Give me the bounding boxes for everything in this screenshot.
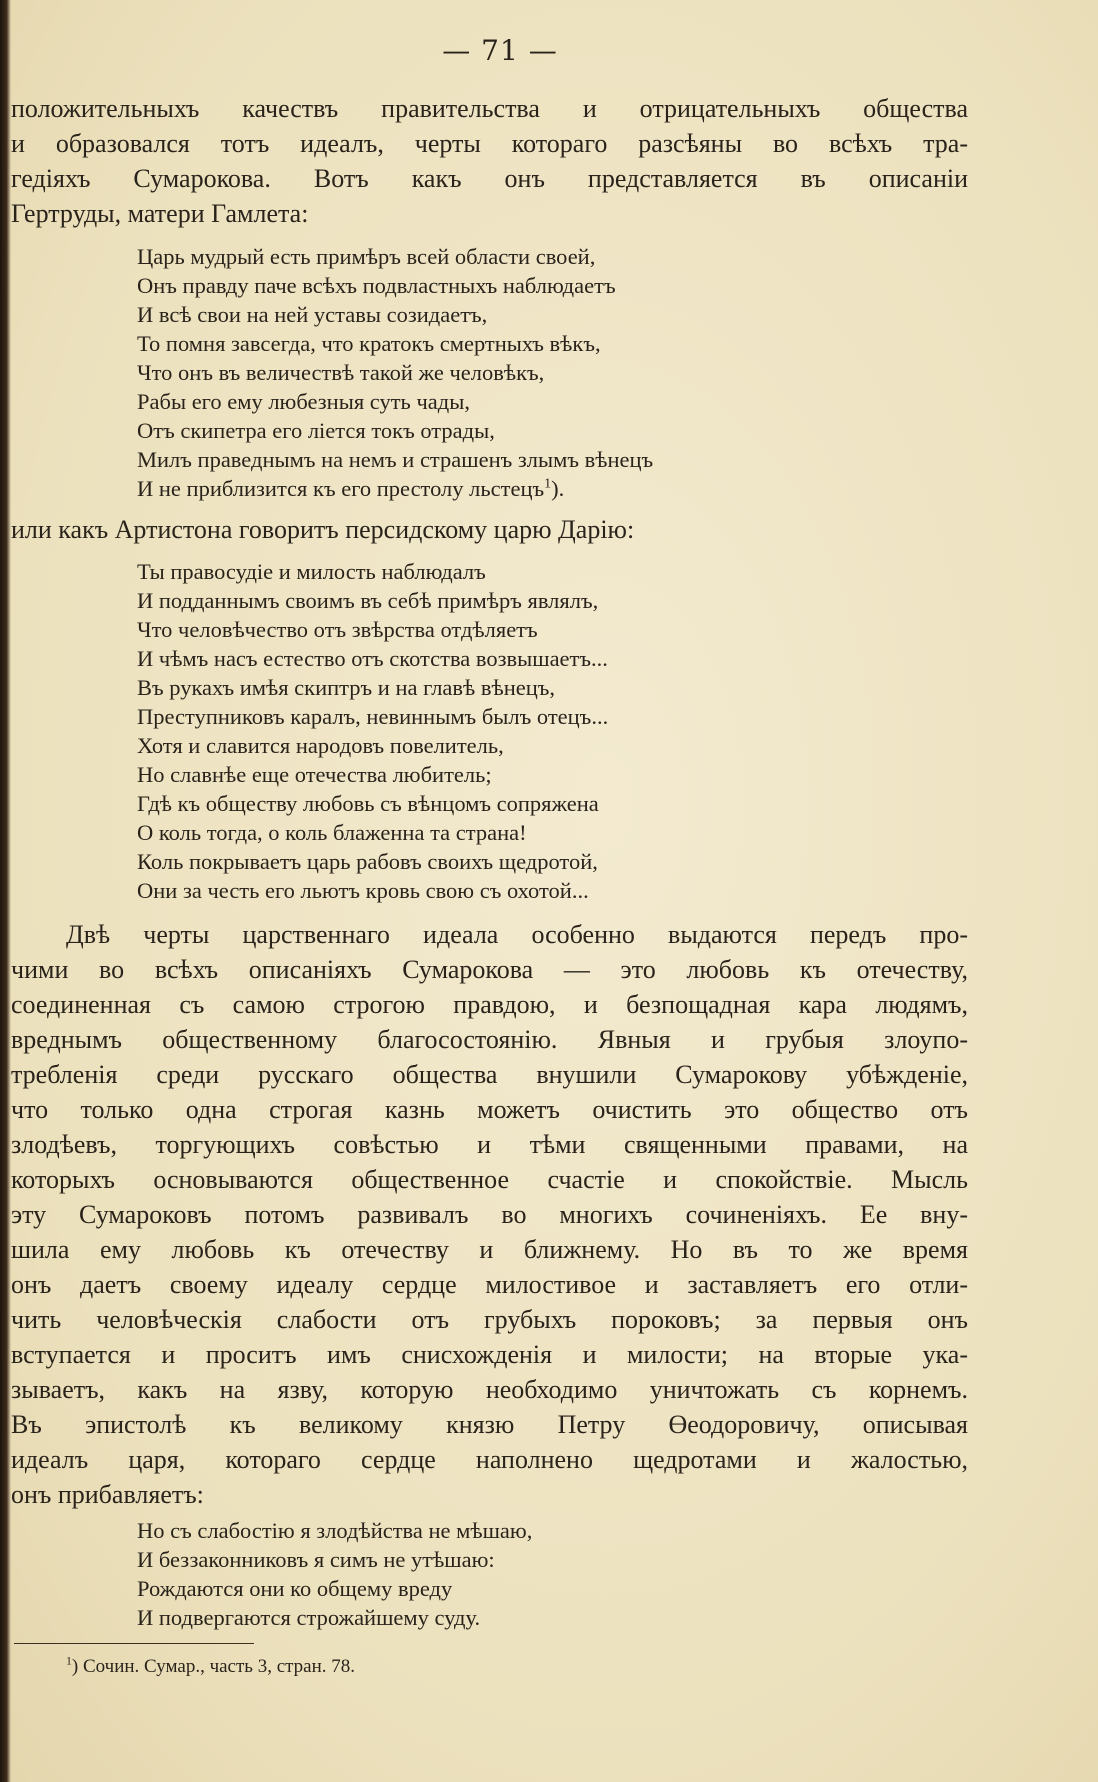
text-line: чить человѣческія слабости отъ грубыхъ пороковъ; за первыя онъ: [11, 1305, 968, 1334]
verse-line: Рождаются они ко общему вреду: [137, 1576, 453, 1601]
footnote-marker: 1: [66, 1654, 72, 1668]
text-line: идеалъ царя, котораго сердце наполнено щедротами и жалостью,: [11, 1445, 968, 1474]
verse-line: Въ рукахъ имѣя скиптръ и на главѣ вѣнецъ,: [137, 675, 556, 700]
verse-line: И подданнымъ своимъ въ себѣ примѣръ являлъ,: [137, 588, 599, 613]
verse-line: И подвергаются строжайшему суду.: [137, 1605, 481, 1630]
text-line: онъ даетъ своему идеалу сердце милостивое и заставляетъ его отли-: [11, 1270, 968, 1299]
text-line: чими во всѣхъ описаніяхъ Сумарокова — это любовь къ отечеству,: [11, 955, 968, 984]
text-line: шила ему любовь къ отечеству и ближнему. Но въ то же время: [11, 1235, 968, 1264]
footnote-reference: 1: [544, 476, 552, 492]
verse-line: И чѣмъ насъ естество отъ скотства возвышаетъ...: [137, 646, 608, 671]
verse-line: Хотя и славится народовъ повелитель,: [137, 733, 504, 758]
verse-text: И не приблизится къ его престолу льстецъ: [137, 476, 545, 501]
page-number: — 71 —: [442, 34, 558, 67]
verse-line: И беззаконниковъ я симъ не утѣшаю:: [137, 1547, 495, 1572]
text-line: гедіяхъ Сумарокова. Вотъ какъ онъ представляется въ описаніи: [11, 164, 968, 193]
verse-line: [137, 476, 564, 502]
text-line: зываетъ, какъ на язву, которую необходимо уничтожать съ корнемъ.: [11, 1375, 968, 1404]
verse-line: И всѣ свои на ней уставы созидаетъ,: [137, 302, 488, 327]
verse-line: Отъ скипетра его лiется токъ отрады,: [137, 418, 495, 443]
text-line: положительныхъ качествъ правительства и отрицательныхъ общества: [11, 94, 968, 123]
verse-line: Царь мудрый есть примѣръ всей области своей,: [137, 244, 596, 269]
verse-tail: ).: [551, 476, 565, 501]
verse-line: О коль тогда, о коль блаженна та страна!: [137, 820, 527, 845]
verse-line: Но славнѣе еще отечества любитель;: [137, 762, 492, 787]
footnote: [66, 1656, 355, 1678]
verse-line: Что онъ въ величествѣ такой же человѣкъ,: [137, 360, 545, 385]
verse-line: Коль покрываетъ царь рабовъ своихъ щедротой,: [137, 849, 598, 874]
verse-line: Онъ правду паче всѣхъ подвластныхъ наблюдаетъ: [137, 273, 616, 298]
verse-line: Преступниковъ каралъ, невиннымъ былъ отецъ...: [137, 704, 609, 729]
footnote-text: ) Сочин. Сумар., часть 3, стран. 78.: [71, 1656, 356, 1677]
text-line: онъ прибавляетъ:: [11, 1480, 204, 1509]
text-line: Гертруды, матери Гамлета:: [11, 199, 309, 228]
text-line: соединенная съ самою строгою правдою, и безпощадная кара людямъ,: [11, 990, 968, 1019]
verse-line: Но съ слабостію я злодѣйства не мѣшаю,: [137, 1518, 533, 1543]
text-line: Двѣ черты царственнаго идеала особенно выдаются передъ про-: [66, 920, 968, 949]
verse-line: Ты правосудіе и милость наблюдалъ: [137, 559, 486, 584]
text-line: которыхъ основываются общественное счастіе и спокойствіе. Мысль: [11, 1165, 968, 1194]
text-line: или какъ Артистона говоритъ персидскому царю Дарію:: [11, 515, 635, 544]
text-line: эту Сумароковъ потомъ развивалъ во многихъ сочиненіяхъ. Ее вну-: [11, 1200, 968, 1229]
text-line: злодѣевъ, торгующихъ совѣстью и тѣми священными правами, на: [11, 1130, 968, 1159]
footnote-divider: [14, 1643, 254, 1644]
verse-line: Что человѣчество отъ звѣрства отдѣляетъ: [137, 617, 538, 642]
text-line: вреднымъ общественному благосостоянію. Явныя и грубыя злоупо-: [11, 1025, 968, 1054]
verse-line: Они за честь его льютъ кровь свою съ охотой...: [137, 878, 589, 903]
text-line: вступается и проситъ имъ снисхожденія и милости; на вторые ука-: [11, 1340, 968, 1369]
verse-line: То помня завсегда, что кратокъ смертныхъ вѣкъ,: [137, 331, 601, 356]
verse-line: Гдѣ къ обществу любовь съ вѣнцомъ сопряжена: [137, 791, 599, 816]
binding-edge: [0, 0, 11, 1782]
text-line: требленія среди русскаго общества внушили Сумарокову убѣжденіе,: [11, 1060, 968, 1089]
verse-line: Рабы его ему любезныя суть чады,: [137, 389, 470, 414]
verse-line: Милъ праведнымъ на немъ и страшенъ злымъ вѣнецъ: [137, 447, 654, 472]
text-line: и образовался тотъ идеалъ, черты котораго разсѣяны во всѣхъ тра-: [11, 129, 968, 158]
text-line: что только одна строгая казнь можетъ очистить это общество отъ: [11, 1095, 968, 1124]
text-line: Въ эпистолѣ къ великому князю Петру Өеодоровичу, описывая: [11, 1410, 968, 1439]
